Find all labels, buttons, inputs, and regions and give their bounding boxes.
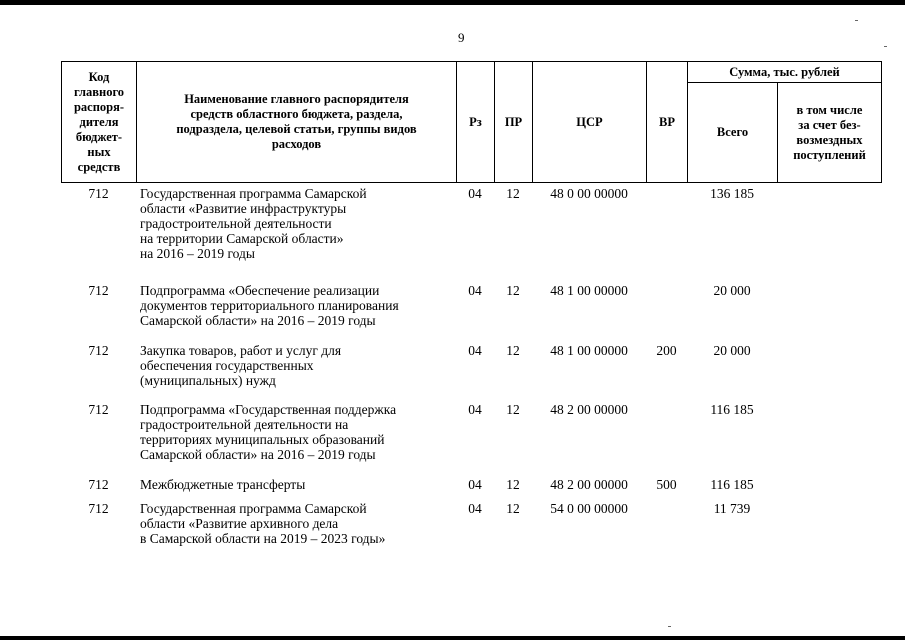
row-csr: 48 0 00 00000 bbox=[550, 186, 628, 201]
header-code-line: распоря- bbox=[73, 99, 125, 114]
header-code-line: Код bbox=[88, 69, 110, 84]
header-sum: Сумма, тыс. рублей bbox=[687, 61, 882, 83]
row-name-line: обеспечения государственных bbox=[140, 358, 314, 373]
row-code: 712 bbox=[88, 186, 109, 201]
row-name bbox=[140, 402, 455, 462]
row-name-line: в Самарской области на 2019 – 2023 годы» bbox=[140, 531, 386, 546]
row-pr: 12 bbox=[506, 501, 520, 516]
header-rz: Рз bbox=[456, 61, 495, 183]
scan-speck bbox=[884, 46, 887, 47]
row-total: 20 000 bbox=[713, 343, 751, 358]
header-including-line: возмездных bbox=[796, 132, 863, 147]
row-total: 11 739 bbox=[713, 501, 751, 516]
row-name bbox=[140, 477, 455, 492]
row-total: 20 000 bbox=[713, 283, 751, 298]
row-rz: 04 bbox=[468, 283, 482, 298]
row-pr: 12 bbox=[506, 402, 520, 417]
header-csr: ЦСР bbox=[532, 61, 647, 183]
header-including-line: в том числе bbox=[796, 102, 863, 117]
row-rz: 04 bbox=[468, 402, 482, 417]
row-vr: 200 bbox=[656, 343, 677, 358]
header-code-line: дителя bbox=[79, 114, 119, 129]
row-name-line: Закупка товаров, работ и услуг для bbox=[140, 343, 342, 358]
header-code-line: ных bbox=[87, 144, 111, 159]
row-pr: 12 bbox=[506, 186, 520, 201]
row-csr: 48 2 00 00000 bbox=[550, 402, 628, 417]
row-pr: 12 bbox=[506, 343, 520, 358]
row-code: 712 bbox=[88, 477, 109, 492]
row-name bbox=[140, 501, 455, 546]
row-name-line: территориях муниципальных образований bbox=[140, 432, 385, 447]
bottom-border-rule bbox=[0, 636, 905, 640]
header-code-line: главного bbox=[73, 84, 125, 99]
row-name-line: области «Развитие инфраструктуры bbox=[140, 201, 347, 216]
row-code: 712 bbox=[88, 343, 109, 358]
top-border-rule bbox=[0, 0, 905, 5]
header-including bbox=[777, 82, 882, 183]
header-name bbox=[136, 61, 457, 183]
row-name-line: (муниципальных) нужд bbox=[140, 373, 276, 388]
row-code: 712 bbox=[88, 402, 109, 417]
header-pr: ПР bbox=[494, 61, 533, 183]
header-name-line: средств областного бюджета, раздела, bbox=[190, 107, 403, 121]
row-name-line: на территории Самарской области» bbox=[140, 231, 344, 246]
row-code: 712 bbox=[88, 283, 109, 298]
row-pr: 12 bbox=[506, 283, 520, 298]
row-rz: 04 bbox=[468, 477, 482, 492]
row-name-line: области «Развитие архивного дела bbox=[140, 516, 339, 531]
row-csr: 48 1 00 00000 bbox=[550, 283, 628, 298]
header-code-line: средств bbox=[77, 159, 121, 174]
row-name-line: Межбюджетные трансферты bbox=[140, 477, 306, 492]
row-name-line: градостроительной деятельности на bbox=[140, 417, 349, 432]
header-code-line: бюджет- bbox=[75, 129, 123, 144]
header-vr: ВР bbox=[646, 61, 688, 183]
row-csr: 48 2 00 00000 bbox=[550, 477, 628, 492]
row-name-line: Подпрограмма «Государственная поддержка bbox=[140, 402, 397, 417]
header-including-line: за счет без- bbox=[798, 117, 861, 132]
header-name-line: Наименование главного распорядителя bbox=[184, 92, 409, 106]
row-name-line: Самарской области» на 2016 – 2019 годы bbox=[140, 313, 376, 328]
header-including-line: поступлений bbox=[793, 147, 866, 162]
header-code bbox=[61, 61, 137, 183]
row-csr: 48 1 00 00000 bbox=[550, 343, 628, 358]
row-name bbox=[140, 343, 455, 388]
row-name-line: Подпрограмма «Обеспечение реализации bbox=[140, 283, 380, 298]
row-code: 712 bbox=[88, 501, 109, 516]
row-rz: 04 bbox=[468, 501, 482, 516]
row-total: 116 185 bbox=[710, 477, 754, 492]
row-vr: 500 bbox=[656, 477, 677, 492]
row-total: 116 185 bbox=[710, 402, 754, 417]
row-pr: 12 bbox=[506, 477, 520, 492]
row-name-line: документов территориального планирования bbox=[140, 298, 399, 313]
row-name bbox=[140, 186, 455, 261]
row-rz: 04 bbox=[468, 186, 482, 201]
row-name-line: Самарской области» на 2016 – 2019 годы bbox=[140, 447, 376, 462]
row-csr: 54 0 00 00000 bbox=[550, 501, 628, 516]
scan-speck bbox=[855, 20, 858, 21]
row-name bbox=[140, 283, 455, 328]
header-total: Всего bbox=[687, 82, 778, 183]
page-number: 9 bbox=[458, 30, 465, 45]
scan-speck bbox=[668, 626, 671, 627]
row-name-line: на 2016 – 2019 годы bbox=[140, 246, 255, 261]
row-rz: 04 bbox=[468, 343, 482, 358]
row-total: 136 185 bbox=[710, 186, 754, 201]
row-name-line: градостроительной деятельности bbox=[140, 216, 332, 231]
header-name-line: подраздела, целевой статьи, группы видов bbox=[176, 122, 417, 136]
header-name-line: расходов bbox=[271, 137, 322, 151]
row-name-line: Государственная программа Самарской bbox=[140, 186, 367, 201]
row-name-line: Государственная программа Самарской bbox=[140, 501, 367, 516]
